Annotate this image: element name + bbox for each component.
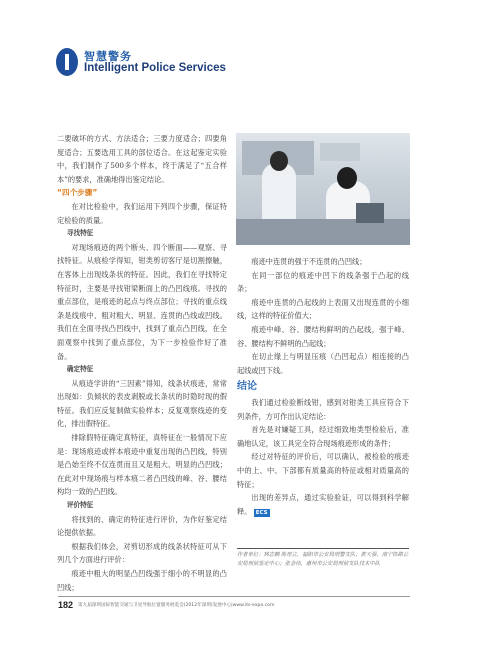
page-number: 182 xyxy=(58,600,74,610)
end-mark-badge: ECS xyxy=(255,509,268,516)
paragraph: 痕迹中峰、谷、腰结构鲜明的凸起线，强于峰、谷、腰结构不鲜明的凸起线； xyxy=(237,324,409,348)
lab-photo xyxy=(236,133,410,245)
step-title: 寻找特征 xyxy=(66,229,94,238)
paragraph: 在对比检验中，我们运用下列四个步骤，保证特定检验的质量。 xyxy=(57,201,227,225)
photo-shelf xyxy=(320,143,360,161)
footer-divider xyxy=(58,596,410,597)
paragraph: 排除假特征确定真特征，真特征在一般情况下应是：现场痕迹或样本痕迹中重复出现的凸凹线，特别是凸始至终不仅连贯而且又是粗大、明显的凸凹线；在此对中现场痕与样本痕二者凸凹线的峰、谷、腰结构均一致的凸凹线。 xyxy=(57,433,227,497)
column-title-cn: 智慧警务 xyxy=(84,50,132,63)
paragraph: 对现场痕迹的两个断头、四个断面——观察、寻找特征。从痕检学得知，钳类剪切客厅是切割擦触，在客体上出现线条状的特征。因此，我们在寻找特定特征时，主要是寻找钳梁断面上的凸凹线痕。寻找的重点部位，是痕迹的起点与终点部位；寻找的重点线条是线痕中、粗对粗大、明显、连贯的凸线或凹线。我们在全面寻找凸凹线中，找到了重点凸凹线，在全面观察中找到了重点部位，为下一步检验作好了准备。 xyxy=(57,242,227,361)
author-divider xyxy=(237,548,409,549)
paragraph: 我们通过检验断线钳，感到对钳类工具应符合下列条件，方可作出认定结论： xyxy=(237,397,409,421)
section-title-conclusion: 结论 xyxy=(237,381,257,393)
paragraph-final xyxy=(237,491,409,518)
paragraph: 将找到的、确定的特征进行评价，为作好鉴定结论提供依据。 xyxy=(57,514,227,538)
paragraph: 在同一部位的痕迹中凹下的线条强于凸起的线条； xyxy=(237,270,409,294)
paragraph: 在切止缘上与明显压痕（凸凹起点）相连接的凸起线或凹下线。 xyxy=(237,352,409,375)
paragraph: 根据我们体会，对剪切形成的线条状特征可从下列几个方面进行评价： xyxy=(57,541,227,565)
paragraph: 二要破坏的方式、方法适合；三要力度适合；四要角度适合；五要选用工具的部位适合。在这起鉴定实验中，我们制作了500多个样本，终于满足了“五合样本”的要求，准确地得出鉴定结论。 xyxy=(57,134,227,184)
paragraph: 痕迹中粗大的明显凸凹线强于细小的不明显的凸凹线； xyxy=(57,569,227,592)
photo-person-head xyxy=(337,167,357,189)
footer-text: 第九届深圳国际智能交通与卫星导航位置服务展览会(2012年深圳)发展中心|www.its-expo.com xyxy=(78,603,275,608)
magazine-header xyxy=(56,46,256,80)
column-logo-icon xyxy=(56,48,78,76)
column-title-en: Intelligent Police Services xyxy=(84,62,226,74)
section-title-four-steps: “四个步骤” xyxy=(57,188,98,198)
step-title: 评价特征 xyxy=(66,501,94,510)
paragraph: 首先是对嫌疑工具，经过细致地类型检验后，准确地认定，该工具完全符合现场痕迹形成的条件； xyxy=(237,425,409,448)
paragraph: 从痕迹学讲的“三因素”得知，线条状痕迹，常常出现如：负倾状的表皮剥脱或长条状的时隐时现的假特征。我们应反复制做实验样本；反复观察线迹的变化，排出假特征。 xyxy=(57,378,227,429)
step-title: 确定特征 xyxy=(66,365,94,374)
right-column xyxy=(237,255,409,518)
paragraph: 痕迹中连贯的凸起线的上表面又出现连贯的小细线，这样的特征价值大； xyxy=(237,297,409,321)
paragraph: 痕迹中连贯的强于不连贯的凸凹线； xyxy=(251,257,367,266)
paragraph: 经过对特征的评价后，可以确认，被检验的痕迹中的上、中、下部都有质量高的特征或相对质量高的特征； xyxy=(237,452,409,489)
author-affiliation: 作者单位：林志鹏 陈厚立，福阳市公安局刑警支队；黄天强，南宁铁路公安局刑侦鉴定中心；张金伟，惠州市公安局刑侦支队技术中队 xyxy=(237,552,409,567)
paragraph-text: 出现的差异点，通过实验验证，可以得到科学解释。 xyxy=(237,493,409,516)
photo-instrument xyxy=(356,203,384,223)
left-column xyxy=(57,132,227,594)
photo-person-head xyxy=(270,151,288,171)
